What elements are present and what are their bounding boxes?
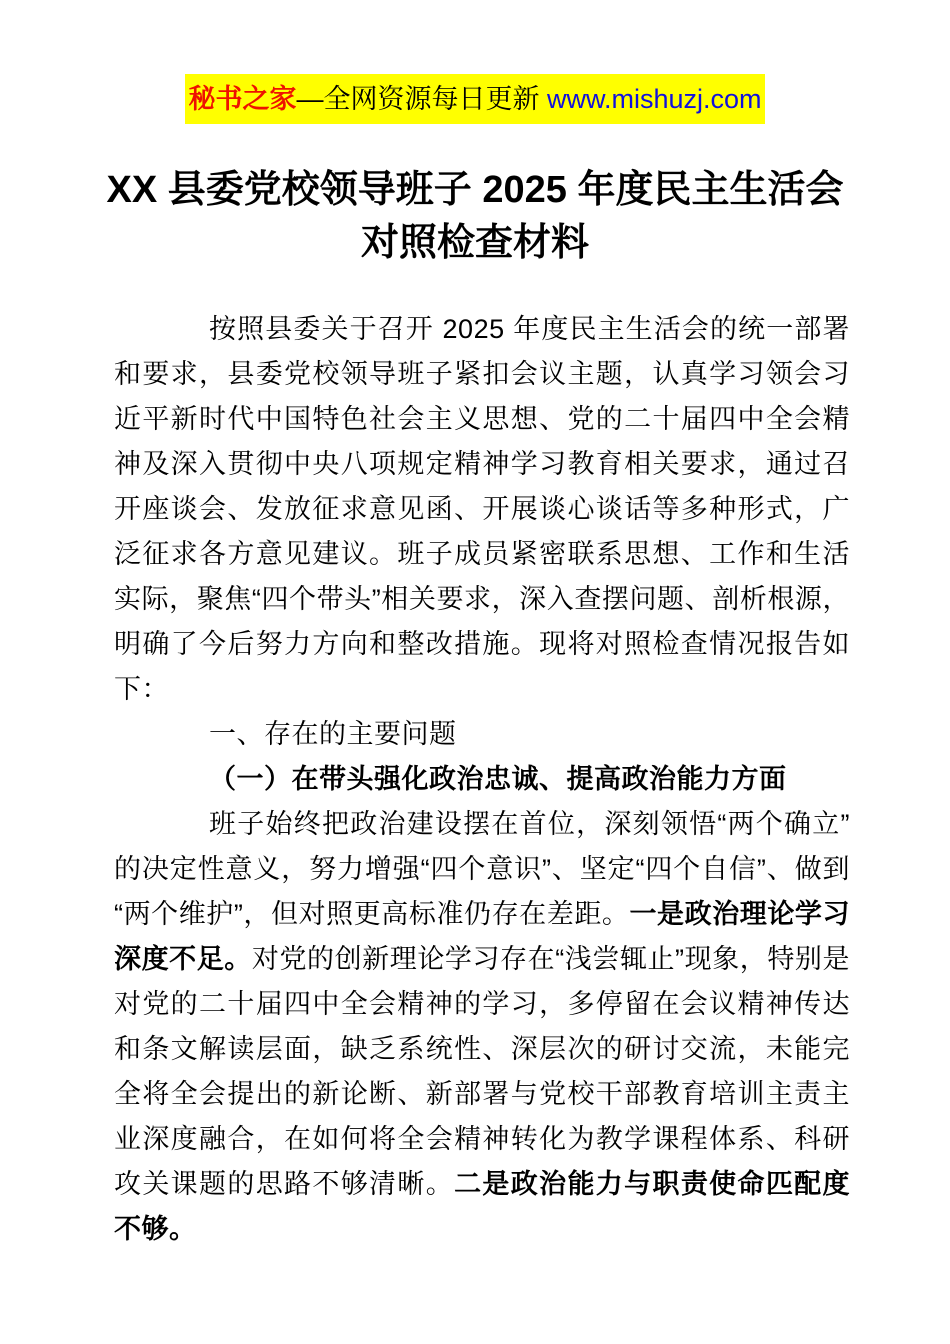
issue-1-bold-lead: 一是政治理论学习深度不足。 <box>114 899 851 974</box>
site-tagline: —全网资源每日更新 <box>296 84 547 114</box>
analysis-text-segment-2: 对党的创新理论学习存在“浅尝辄止”现象，特别是对党的二十届四中全会精神的学习，多停留在会议精神传达和条文解读层面，缺乏系统性、深层次的研讨交流，未能完全将全会提出的新论断、新部署与党校干部教育培训主责主业深度融合，在如何将全会精神转化为教学课程体系、科研攻关课题的思路不够清晰。 <box>114 944 850 1199</box>
document-title <box>60 164 890 270</box>
header-highlight <box>185 74 764 124</box>
analysis-text-segment-1: 班子始终把政治建设摆在首位，深刻领悟“两个确立”的决定性意义，努力增强“四个意识”、坚定“四个自信”、做到“两个维护”，但对照更高标准仍存在差距。 <box>114 809 850 929</box>
subsection-heading-political-loyalty: （一）在带头强化政治忠诚、提高政治能力方面 <box>209 764 787 794</box>
document-title-line-1: XX 县委党校领导班子 2025 年度民主生活会 <box>106 169 844 211</box>
site-watermark-header <box>0 74 950 124</box>
issue-2-bold-lead: 二是政治能力与职责使命匹配度不够。 <box>114 1169 851 1244</box>
site-url-link[interactable]: www.mishuzj.com <box>546 84 762 114</box>
document-body <box>114 307 850 1252</box>
site-brand-name: 秘书之家 <box>188 84 297 114</box>
intro-paragraph: 按照县委关于召开 2025 年度民主生活会的统一部署和要求，县委党校领导班子紧扣会议主题，认真学习领会习近平新时代中国特色社会主义思想、党的二十届四中全会精神及深入贯彻中央八项规定精神学习教育相关要求，通过召开座谈会、发放征求意见函、开展谈心谈话等多种形式，广泛征求各方意见建议。班子成员紧密联系思想、工作和生活实际，聚焦“四个带头”相关要求，深入查摆问题、剖析根源，明确了今后努力方向和整改措施。现将对照检查情况报告如下： <box>114 314 850 704</box>
document-title-line-2: 对照检查材料 <box>360 222 589 264</box>
section-heading-problems: 一、存在的主要问题 <box>209 719 457 749</box>
analysis-paragraph <box>114 802 850 1252</box>
